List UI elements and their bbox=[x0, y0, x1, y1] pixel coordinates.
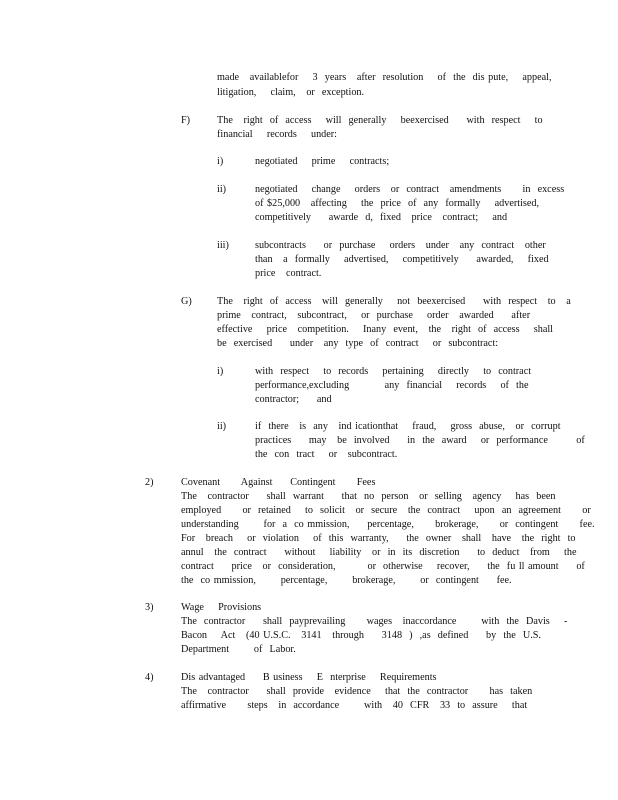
paragraph-line: The right of access will generally not beexercised with respect to a bbox=[217, 296, 571, 307]
paragraph-line: annul the contract without liability or in its discretion to deduct from the bbox=[181, 547, 577, 558]
paragraph-line: financial records under: bbox=[217, 129, 338, 140]
paragraph-line: be exercised under any type of contract or subcontract: bbox=[217, 338, 499, 349]
subitem-label: ii) bbox=[217, 184, 227, 195]
paragraph-line: price contract. bbox=[255, 268, 322, 279]
section-number: 3) bbox=[145, 602, 154, 613]
paragraph-line: practices may be involved in the award or performance of bbox=[255, 435, 585, 446]
paragraph-line: competitively awarde d, fixed price contract; and bbox=[255, 212, 508, 223]
paragraph-line: effective price competition. Inany event, the right of access shall bbox=[217, 324, 554, 335]
item-label: F) bbox=[181, 115, 191, 126]
paragraph-line: litigation, claim, or exception. bbox=[217, 87, 365, 98]
paragraph-line: The contractor shall provide evidence that the contractor has taken bbox=[181, 686, 533, 697]
paragraph-line: contractor; and bbox=[255, 394, 332, 405]
paragraph-line: understanding for a co mmission, percentage, brokerage, or contingent fee. bbox=[181, 519, 595, 530]
paragraph-line: if there is any ind icationthat fraud, gross abuse, or corrupt bbox=[255, 421, 561, 432]
item-label: G) bbox=[181, 296, 192, 307]
paragraph-line: than a formally advertised, competitively awarded, fixed bbox=[255, 254, 549, 265]
subitem-label: ii) bbox=[217, 421, 227, 432]
paragraph-line: Bacon Act (40 U.S.C. 3141 through 3148 ) ,as defined by the U.S. bbox=[181, 630, 541, 641]
subitem-label: iii) bbox=[217, 240, 229, 251]
section-heading: Wage Provisions bbox=[181, 602, 262, 613]
paragraph-line: with respect to records pertaining directly to contract bbox=[255, 366, 532, 377]
section-heading: Dis advantaged B usiness E nterprise Requirements bbox=[181, 672, 437, 683]
paragraph-line: The contractor shall payprevailing wages inaccordance with the Davis - bbox=[181, 616, 568, 627]
paragraph-line: negotiated change orders or contract amendments in excess bbox=[255, 184, 565, 195]
paragraph-line: The contractor shall warrant that no person or selling agency has been bbox=[181, 491, 556, 502]
section-heading: Covenant Against Contingent Fees bbox=[181, 477, 376, 488]
paragraph-line: subcontracts or purchase orders under any contract other bbox=[255, 240, 546, 251]
paragraph-line: made availablefor 3 years after resolution of the dis pute, appeal, bbox=[217, 72, 552, 83]
paragraph-line: negotiated prime contracts; bbox=[255, 156, 390, 167]
paragraph-line: prime contract, subcontract, or purchase order awarded after bbox=[217, 310, 531, 321]
paragraph-line: employed or retained to solicit or secure the contract upon an agreement or bbox=[181, 505, 591, 516]
section-number: 2) bbox=[145, 477, 154, 488]
subitem-label: i) bbox=[217, 156, 224, 167]
subitem-label: i) bbox=[217, 366, 224, 377]
paragraph-line: contract price or consideration, or otherwise recover, the fu ll amount of bbox=[181, 561, 585, 572]
paragraph-line: For breach or violation of this warranty, the owner shall have the right to bbox=[181, 533, 576, 544]
paragraph-line: affirmative steps in accordance with 40 CFR 33 to assure that bbox=[181, 700, 528, 711]
section-number: 4) bbox=[145, 672, 154, 683]
paragraph-line: The right of access will generally beexercised with respect to bbox=[217, 115, 543, 126]
paragraph-line: the co mmission, percentage, brokerage, or contingent fee. bbox=[181, 575, 512, 586]
paragraph-line: the con tract or subcontract. bbox=[255, 449, 398, 460]
paragraph-line: performance,excluding any financial records of the bbox=[255, 380, 529, 391]
paragraph-line: of $25,000 affecting the price of any formally advertised, bbox=[255, 198, 540, 209]
paragraph-line: Department of Labor. bbox=[181, 644, 296, 655]
